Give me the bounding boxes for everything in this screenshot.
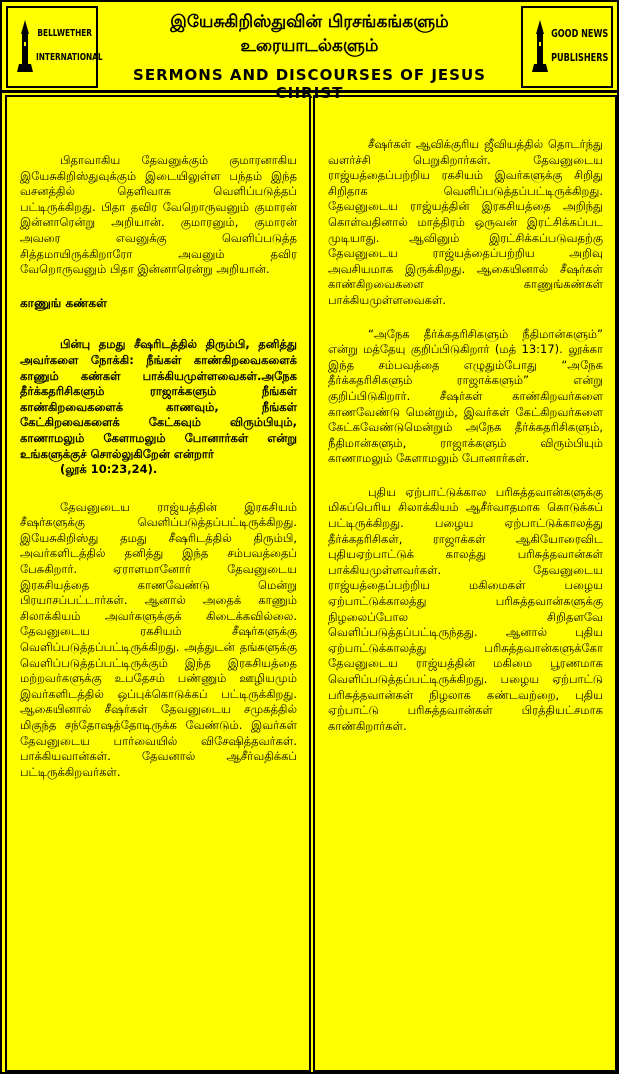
tower-icon (529, 18, 551, 74)
paragraph: “அநேக தீர்க்கதரிசிகளும் நீதிமான்களும்” என்று மத்தேயு குறிப்பிடுகிறார் (மத் 13:17). லூக்கா இந்த சம்பவத்தை எழுதும்போது “அநேக தீர்க்கதரிசிகளும் ராஜாக்களும்” என்று குறிப்பிடுகிறார். சீஷர்கள் காண்கிறவர்களை காணவேண்டு மென்றும், இவர்கள் கேட்கிறவர்களை கேட்கவேண்டுமென்றும் அநேக தீர்க்கதரிசிகளும், நீதிமான்களும், ராஜாக்களும் விரும்பியும் காணாமலும் கேளாமலும் போனார்கள். (328, 326, 603, 466)
title-tamil (102, 10, 517, 58)
logo-line1: GOOD NEWS (551, 27, 609, 40)
title-block (102, 4, 517, 102)
paragraph: தேவனுடைய ராஜ்யத்தின் இரகசியம் சீஷர்களுக்கு வெளிப்படுத்தப்பட்டிருக்கிறது. இயேசுகிறிஸ்து தமது சீஷரிடத்தில் திரும்பி, அவர்களிடத்தில் தனித்து இந்த சம்பவத்தைப் பேசுகிறார். ஏராளமானோர் தேவனுடைய இரகசியத்தை காணவேண்டு மென்று பிரயாசப்பட்டார்கள். ஆனால் அதைக் காணும் சிலாக்கியம் அவர்களுக்குக் கிடைக்கவில்லை. தேவனுடைய ரகசியம் சீஷர்களுக்கு வெளிப்படுத்தப்பட்டிருக்கிறது. அத்துடன் தங்களுக்கு வெளிப்படுத்தப்பட்டிருக்கும் இந்த இரகசியத்தை மற்றவர்களுக்கு உபதேசம் பண்ணும் ஊழியமும் இவர்களிடத்தில் ஒப்புக்கொடுக்கப் பட்டிருக்கிறது. ஆகையினால் சீஷர்கள் தேவனுடைய சமுகத்தில் மிகுந்த சந்தோஷத்தோடிருக்க வேண்டும். இவர்கள் தேவனுடைய பார்வையில் விசேஷித்தவர்கள். பாக்கியவான்கள். தேவனால் ஆசீர்வதிக்கப் பட்டிருக்கிறவர்கள். (20, 499, 297, 779)
left-column (5, 95, 311, 1072)
logo-text (36, 22, 103, 70)
title-tamil-line1: இயேசுகிறிஸ்துவின் பிரசங்கங்களும் (170, 12, 449, 32)
paragraph: புதிய ஏற்பாட்டுக்கால பரிசுத்தவான்களுக்கு மிகப்பெரிய சிலாக்கியம் ஆசீர்வாதமாக கொடுக்கப் பட்டிருக்கிறது. பழைய ஏற்பாட்டுக்காலத்து தீர்க்கதரிசிகள், ராஜாக்கள் ஆகியோரைவிட புதியஏற்பாட்டுக் காலத்து பரிசுத்தவான்கள் பாக்கியமுள்ளவர்கள். தேவனுடைய ராஜ்யத்தைப்பற்றிய மகிமைகள் பழைய ஏற்பாட்டுக்காலத்து பரிசுத்தவான்களுக்கு நிழலைப்போல சிறிதளவே வெளிப்படுத்தப்பட்டிருந்தது. ஆனால் புதிய ஏற்பாட்டுக்காலத்து பரிசுத்தவான்களுக்கோ தேவனுடைய ராஜ்யத்தின் மகிமை பூரணமாக வெளிப்படுத்தப்பட்டிருக்கிறது. பழைய ஏற்பாட்டு பரிசுத்தவான்கள் நிழலாக கண்டவற்றை, புதிய ஏற்பாட்டு பரிசுத்தவான்கள் பிரத்தியட்சமாக காண்கிறார்கள். (328, 484, 603, 733)
section-heading: காணுங் கண்கள் (20, 295, 107, 310)
scripture-quote (20, 337, 297, 477)
logo-text (551, 22, 608, 70)
tower-icon (14, 18, 36, 74)
right-column (313, 95, 617, 1072)
quote-text: பின்பு தமது சீஷரிடத்தில் திரும்பி, தனித்து அவர்களை நோக்கி: நீங்கள் காண்கிறவைகளைக் காணும் கண்கள் பாக்கியமுள்ளவைகள்.அநேக தீர்க்கதரிசிகளும் ராஜாக்களும் நீங்கள் காண்கிறவைகளைக் காணவும், நீங்கள் கேட்கிறவைகளைக் கேட்கவும் விரும்பியும், காணாமலும் கேளாமலும் போனார்கள் என்று உங்களுக்குச் சொல்லுகிறேன் என்றார் (20, 337, 297, 461)
logo-line2: INTERNATIONAL (36, 52, 103, 63)
title-tamil-line2: உரையாடல்களும் (240, 36, 379, 56)
bellwether-logo (6, 6, 103, 88)
logo-line2: PUBLISHERS (551, 51, 609, 64)
title-english: SERMONS AND DISCOURSES OF JESUS CHRIST (133, 66, 486, 102)
page-header (2, 2, 617, 102)
paragraph: சீஷர்கள் ஆவிக்குரிய ஜீவியத்தில் தொடர்ந்து வளர்ச்சி பெறுகிறார்கள். தேவனுடைய ராஜ்யத்தைப்பற்றிய ரகசியம் இவர்களுக்கு சிறிது சிறிதாக வெளிப்படுத்தப்பட்டிருக்கிறது. தேவனுடைய ராஜ்யத்தின் இரகசியத்தை அறிந்து கொள்வதினால் மாத்திரம் ஒருவன் இரட்சிக்கப்பட முடியாது. ஆவினும் இரட்சிக்கப்படுவதற்கு தேவனுடைய ராஜ்யத்தைப்பற்றிய அறிவு அவசியமாக இருக்கிறது. ஆகையினால் சீஷர்கள் காண்கிறவைகளை காணுங்கண்கள் பாக்கியமுள்ளவைகள். (328, 137, 603, 307)
logo-line1: BELLWETHER (37, 28, 92, 39)
good-news-logo (521, 6, 613, 88)
quote-reference: (லூக் 10:23,24). (60, 462, 158, 477)
paragraph: பிதாவாகிய தேவனுக்கும் குமாரனாகிய இயேசுகிறிஸ்துவுக்கும் இடையிலுள்ள பந்தம் இந்த வசனத்தில் தெளிவாக வெளிப்படுத்தப் பட்டிருக்கிறது. பிதா தவிர வேறொருவனும் குமாரன் இன்னாரென்று அறியான். குமாரனும், குமாரன் அவரை எவனுக்கு வெளிப்படுத்த சித்தமாயிருக்கிறாரோ அவனும் தவிர வேறொருவனும் பிதா இன்னாரென்று அறியான். (20, 153, 297, 277)
